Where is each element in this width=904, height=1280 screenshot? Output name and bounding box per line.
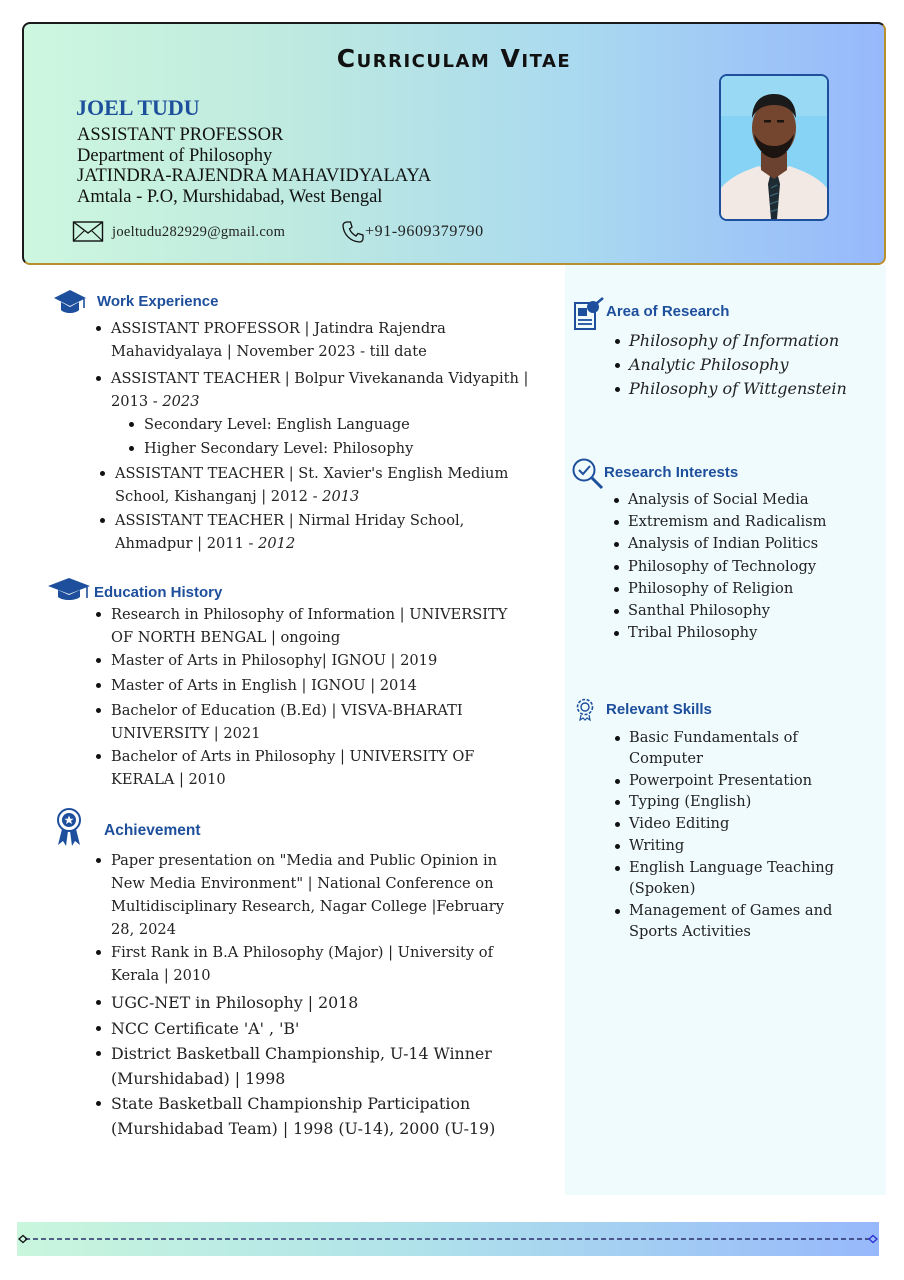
- work-experience-title: Work Experience: [97, 293, 219, 310]
- achievement-title: Achievement: [104, 822, 201, 839]
- list-item: Higher Secondary Level: Philosophy: [96, 437, 546, 460]
- list-item: Master of Arts in English | IGNOU | 2014: [96, 674, 546, 697]
- footer-bar: [17, 1222, 879, 1256]
- list-item: Analysis of Indian Politics: [614, 533, 874, 555]
- list-item: District Basketball Championship, U-14 Winner (Murshidabad) | 1998: [96, 1041, 556, 1091]
- list-item: ASSISTANT PROFESSOR | Jatindra Rajendra Mahavidyalaya | November 2023 - till date: [96, 317, 546, 363]
- phone-contact[interactable]: [341, 220, 484, 244]
- education-history-title: Education History: [94, 584, 223, 601]
- list-item: UGC-NET in Philosophy | 2018: [96, 990, 556, 1015]
- graduation-cap-icon: [53, 288, 87, 316]
- list-item: English Language Teaching (Spoken): [615, 857, 875, 899]
- list-item: Secondary Level: English Language: [96, 413, 546, 436]
- person-name: JOEL TUDU: [76, 95, 200, 120]
- document-title: Curriculam Vitae: [336, 44, 572, 73]
- list-item: Bachelor of Arts in Philosophy | UNIVERSITY OF KERALA | 2010: [96, 745, 546, 791]
- list-item: Philosophy of Information: [615, 329, 875, 353]
- email-address[interactable]: joeltudu282929@gmail.com: [112, 223, 286, 240]
- list-item: Typing (English): [615, 791, 875, 812]
- gear-icon: [573, 695, 597, 721]
- footer-dashed-line: [17, 1222, 879, 1256]
- department: Department of Philosophy: [77, 145, 273, 166]
- list-item: Basic Fundamentals of Computer: [615, 727, 875, 769]
- research-interests-title: Research Interests: [604, 464, 739, 481]
- position-info: [77, 125, 431, 207]
- list-item: Writing: [615, 835, 875, 856]
- list-item: Analysis of Social Media: [614, 489, 874, 511]
- relevant-skills-title: Relevant Skills: [606, 701, 712, 718]
- list-item: ASSISTANT TEACHER | St. Xavier's English Medium School, Kishanganj | 2012 - 2013: [96, 462, 546, 508]
- magnifier-check-icon: [571, 457, 605, 491]
- phone-number[interactable]: +91-9609379790: [365, 223, 484, 240]
- list-item: Philosophy of Religion: [614, 578, 874, 600]
- envelope-icon: [72, 220, 104, 244]
- institution: JATINDRA-RAJENDRA MAHAVIDYALAYA: [77, 166, 432, 186]
- list-item: Extremism and Radicalism: [614, 511, 874, 533]
- list-item: Master of Arts in Philosophy| IGNOU | 2019: [96, 649, 546, 672]
- list-item: Analytic Philosophy: [615, 353, 875, 377]
- list-item: Tribal Philosophy: [614, 622, 874, 644]
- research-area-list: [615, 329, 875, 401]
- list-item: NCC Certificate 'A' , 'B': [96, 1016, 556, 1041]
- list-item: Philosophy of Technology: [614, 556, 874, 578]
- education-list: [96, 603, 546, 791]
- designation: ASSISTANT PROFESSOR: [77, 125, 284, 145]
- list-item: ASSISTANT TEACHER | Bolpur Vivekananda Vidyapith | 2013 - 2023: [96, 367, 546, 413]
- phone-icon: [341, 220, 365, 244]
- list-item: Video Editing: [615, 813, 875, 834]
- area-of-research-title: Area of Research: [606, 303, 730, 320]
- list-item: Bachelor of Education (B.Ed) | VISVA-BHARATI UNIVERSITY | 2021: [96, 699, 546, 745]
- profile-photo: [719, 74, 829, 221]
- achievement-list: [96, 849, 556, 1141]
- research-interests-list: [614, 489, 874, 644]
- email-contact[interactable]: [72, 220, 285, 244]
- list-item: Management of Games and Sports Activities: [615, 900, 875, 942]
- work-experience-list: [96, 317, 546, 555]
- address: Amtala - P.O, Murshidabad, West Bengal: [77, 186, 383, 207]
- list-item: First Rank in B.A Philosophy (Major) | University of Kerala | 2010: [96, 941, 556, 987]
- header-banner: [22, 22, 886, 265]
- research-document-icon: [573, 297, 605, 331]
- award-ribbon-icon: [55, 807, 83, 847]
- list-item: Paper presentation on "Media and Public Opinion in New Media Environment" | National Conference on Multidisciplinary Research, Nagar College |February 28, 2024: [96, 849, 556, 941]
- list-item: Research in Philosophy of Information | UNIVERSITY OF NORTH BENGAL | ongoing: [96, 603, 546, 649]
- mortarboard-icon: [47, 577, 91, 603]
- list-item: ASSISTANT TEACHER | Nirmal Hriday School, Ahmadpur | 2011 - 2012: [96, 509, 546, 555]
- list-item: Powerpoint Presentation: [615, 770, 875, 791]
- skills-list: [615, 727, 875, 942]
- list-item: Philosophy of Wittgenstein: [615, 377, 875, 401]
- list-item: Santhal Philosophy: [614, 600, 874, 622]
- list-item: State Basketball Championship Participation (Murshidabad Team) | 1998 (U-14), 2000 (U-19): [96, 1091, 556, 1141]
